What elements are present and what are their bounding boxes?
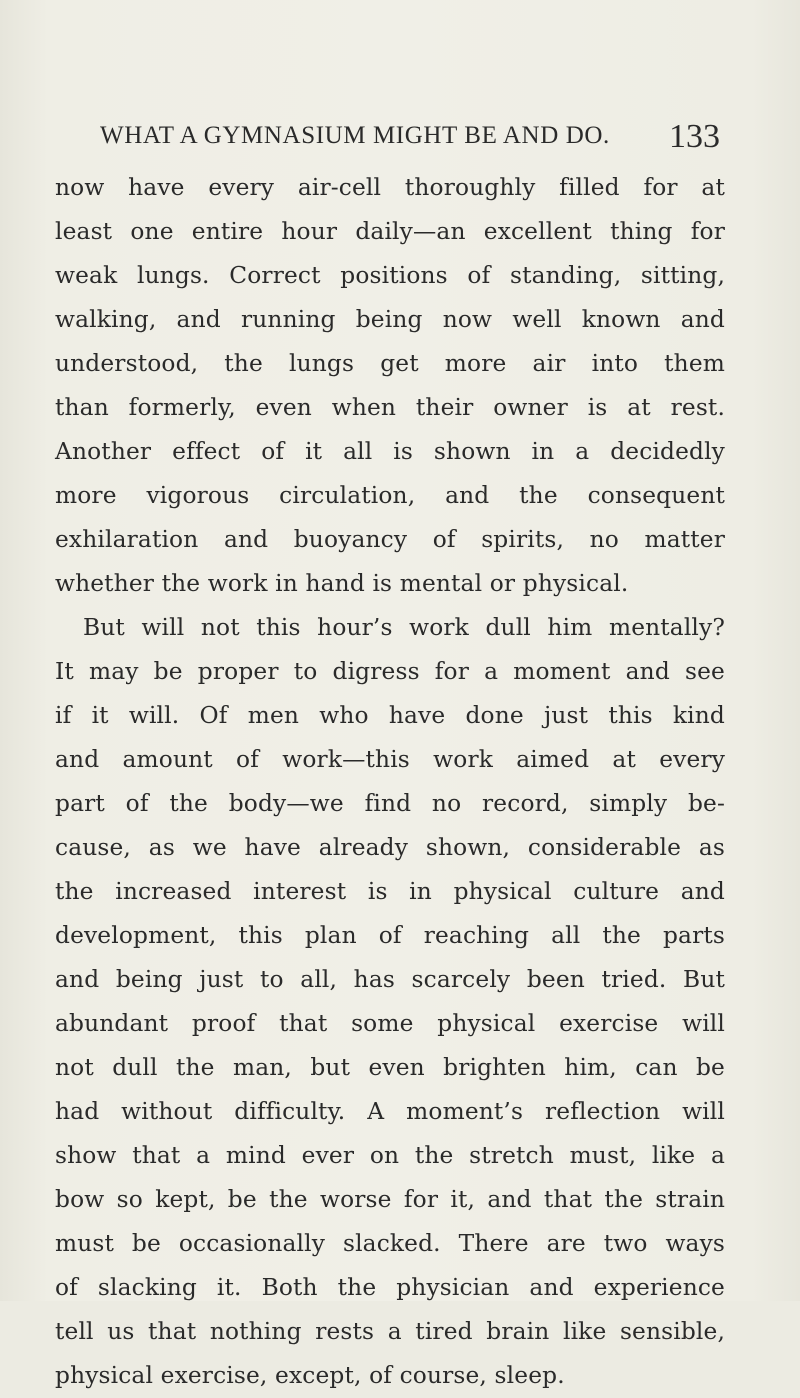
text-line: It may be proper to digress for a moment and see — [55, 658, 725, 685]
text-line: exhilaration and buoyancy of spirits, no matter — [55, 526, 725, 553]
text-line: now have every air-cell thoroughly filled for at — [55, 174, 725, 201]
text-line: if it will. Of men who have done just this kind — [55, 702, 725, 729]
text-line: show that a mind ever on the stretch must, like a — [55, 1142, 725, 1169]
text-line: tell us that nothing rests a tired brain like sensible, — [55, 1318, 725, 1345]
text-line: of slacking it. Both the physician and experience — [55, 1274, 725, 1301]
text-line: more vigorous circulation, and the consequent — [55, 482, 725, 509]
text-line: must be occasionally slacked. There are two ways — [55, 1230, 725, 1257]
text-line: part of the body—we find no record, simply be- — [55, 790, 725, 817]
running-head — [100, 118, 720, 158]
running-title: WHAT A GYMNASIUM MIGHT BE AND DO. — [100, 122, 610, 149]
text-line: and amount of work—this work aimed at every — [55, 746, 725, 773]
text-line: abundant proof that some physical exercise will — [55, 1010, 725, 1037]
text-line: the increased interest is in physical culture and — [55, 878, 725, 905]
text-line: weak lungs. Correct positions of standing, sitting, — [55, 262, 725, 289]
text-line: bow so kept, be the worse for it, and that the strain — [55, 1186, 725, 1213]
page-number: 133 — [669, 118, 720, 155]
text-line: whether the work in hand is mental or physical. — [55, 570, 629, 597]
text-line: physical exercise, except, of course, sleep. — [55, 1362, 565, 1389]
text-line: had without difficulty. A moment’s reflection will — [55, 1098, 725, 1125]
text-line: understood, the lungs get more air into them — [55, 350, 725, 377]
text-line: least one entire hour daily—an excellent thing for — [55, 218, 725, 245]
text-line: and being just to all, has scarcely been tried. But — [55, 966, 725, 993]
body-text — [55, 166, 725, 1398]
text-line: development, this plan of reaching all the parts — [55, 922, 725, 949]
text-line: walking, and running being now well known and — [55, 306, 725, 333]
text-line: cause, as we have already shown, considerable as — [55, 834, 725, 861]
text-line: than formerly, even when their owner is at rest. — [55, 394, 725, 421]
text-line: not dull the man, but even brighten him, can be — [55, 1054, 725, 1081]
text-line: Another effect of it all is shown in a decidedly — [55, 438, 725, 465]
text-line: But will not this hour’s work dull him mentally? — [83, 614, 725, 641]
